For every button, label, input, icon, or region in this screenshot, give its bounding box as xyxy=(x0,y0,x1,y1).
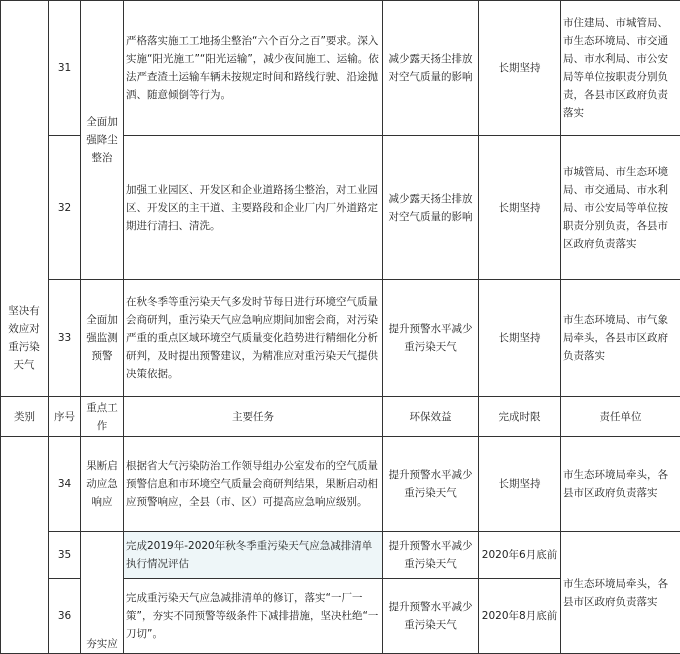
benefit-cell: 减少露天扬尘排放对空气质量的影响 xyxy=(383,1,479,136)
unit-cell: 市城管局、市生态环境局、市交通局、市水利局、市公安局等单位按职责分别负责，各县市区政府负责落实 xyxy=(561,136,680,280)
seq-cell: 36 xyxy=(49,579,81,654)
header-unit: 责任单位 xyxy=(561,397,680,437)
table-header-row xyxy=(1,397,680,437)
benefit-cell: 减少露天扬尘排放对空气质量的影响 xyxy=(383,136,479,280)
task-cell: 完成重污染天气应急减排清单的修订，落实“一厂一策”，夯实不同预警等级条件下减排措施，坚决杜绝“一刀切”。 xyxy=(124,579,383,654)
deadline-cell: 2020年6月底前 xyxy=(479,532,561,579)
table-row xyxy=(1,437,680,532)
category-label: 坚决有效应对重污染天气 xyxy=(0,279,48,396)
header-benefit: 环保效益 xyxy=(383,397,479,437)
category-cell xyxy=(1,437,49,654)
task-cell: 根据省大气污染防治工作领导组办公室发布的空气质量预警信息和市环境空气质量会商研判结果，果断启动相应预警响应，全县（市、区）可提高应急响应级别。 xyxy=(124,437,383,532)
table-row xyxy=(1,532,680,579)
benefit-cell: 提升预警水平减少重污染天气 xyxy=(383,532,479,579)
unit-cell: 市住建局、市城管局、市生态环境局、市交通局、市水利局、市公安局等单位按职责分别负责，各县市区政府负责落实 xyxy=(561,1,680,136)
task-cell: 完成2019年-2020年秋冬季重污染天气应急减排清单执行情况评估 xyxy=(124,532,383,579)
seq-cell: 35 xyxy=(49,532,81,579)
unit-cell: 市生态环境局、市气象局牵头，各县市区政府负责落实 xyxy=(561,280,680,397)
task-cell: 严格落实施工工地扬尘整治“六个百分之百”要求。深入实施“阳光施工”“阳光运输”，减少夜间施工、运输。依法严查渣土运输车辆未按规定时间和路线行驶、沿途抛洒、随意倾倒等行为。 xyxy=(124,1,383,136)
task-cell: 在秋冬季等重污染天气多发时节每日进行环境空气质量会商研判，重污染天气应急响应期间加密会商，对污染严重的重点区域环境空气质量变化趋势进行精细化分析研判，及时提出预警建议，为精准应对重污染天气提供决策依据。 xyxy=(124,280,383,397)
focus-cell: 夯实应 xyxy=(81,532,124,654)
header-deadline: 完成时限 xyxy=(479,397,561,437)
seq-cell: 33 xyxy=(49,280,81,397)
unit-cell: 市生态环境局牵头，各县市区政府负责落实 xyxy=(561,532,680,654)
focus-cell: 全面加强监测预警 xyxy=(81,280,124,397)
seq-cell: 32 xyxy=(49,136,81,280)
deadline-cell: 长期坚持 xyxy=(479,1,561,136)
benefit-cell: 提升预警水平减少重污染天气 xyxy=(383,437,479,532)
deadline-cell: 长期坚持 xyxy=(479,280,561,397)
unit-cell: 市生态环境局牵头，各县市区政府负责落实 xyxy=(561,437,680,532)
focus-cell: 全面加强降尘整治 xyxy=(81,1,124,280)
seq-cell: 31 xyxy=(49,1,81,136)
header-category: 类别 xyxy=(1,397,49,437)
deadline-cell: 长期坚持 xyxy=(479,136,561,280)
benefit-cell: 提升预警水平减少重污染天气 xyxy=(383,579,479,654)
header-task: 主要任务 xyxy=(124,397,383,437)
table-row xyxy=(1,1,680,136)
deadline-cell: 长期坚持 xyxy=(479,437,561,532)
table-row xyxy=(1,280,680,397)
seq-cell: 34 xyxy=(49,437,81,532)
deadline-cell: 2020年8月底前 xyxy=(479,579,561,654)
header-focus: 重点工作 xyxy=(81,397,124,437)
task-cell: 加强工业园区、开发区和企业道路扬尘整治，对工业园区、开发区的主干道、主要路段和企业厂内厂外道路定期进行清扫、清洗。 xyxy=(124,136,383,280)
focus-cell: 果断启动应急响应 xyxy=(81,437,124,532)
header-seq: 序号 xyxy=(49,397,81,437)
benefit-cell: 提升预警水平减少重污染天气 xyxy=(383,280,479,397)
